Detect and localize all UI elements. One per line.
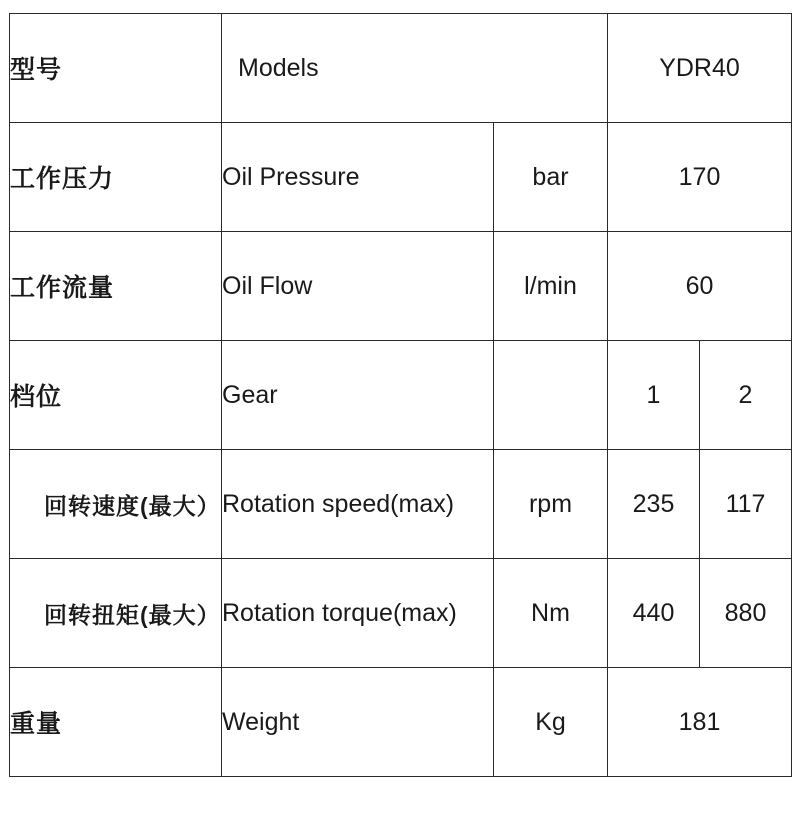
row-value: 117 <box>700 450 792 559</box>
row-label-cn: 重量 <box>10 668 222 777</box>
row-label-en: Oil Pressure <box>222 123 494 232</box>
row-label-en: Rotation torque(max) <box>222 559 494 668</box>
row-unit: Nm <box>494 559 608 668</box>
table-row <box>10 341 792 450</box>
row-value: 2 <box>700 341 792 450</box>
row-unit: Kg <box>494 668 608 777</box>
row-value: 880 <box>700 559 792 668</box>
row-value: 60 <box>608 232 792 341</box>
table-row <box>10 559 792 668</box>
spec-sheet <box>0 13 800 813</box>
row-label-en: Oil Flow <box>222 232 494 341</box>
row-label-en: Models <box>222 14 608 123</box>
row-label-en: Gear <box>222 341 494 450</box>
row-value: 170 <box>608 123 792 232</box>
row-value: YDR40 <box>608 14 792 123</box>
table-row <box>10 232 792 341</box>
row-value: 181 <box>608 668 792 777</box>
row-value: 235 <box>608 450 700 559</box>
row-unit <box>494 341 608 450</box>
row-unit: rpm <box>494 450 608 559</box>
row-label-cn: 型号 <box>10 14 222 123</box>
table-row <box>10 14 792 123</box>
row-label-cn: 工作流量 <box>10 232 222 341</box>
row-value: 440 <box>608 559 700 668</box>
row-label-cn: 档位 <box>10 341 222 450</box>
row-label-cn: 工作压力 <box>10 123 222 232</box>
row-unit: l/min <box>494 232 608 341</box>
row-unit: bar <box>494 123 608 232</box>
row-label-cn: 回转扭矩(最大） <box>10 559 222 668</box>
row-label-cn: 回转速度(最大） <box>10 450 222 559</box>
table-row <box>10 123 792 232</box>
row-label-en: Weight <box>222 668 494 777</box>
table-row <box>10 668 792 777</box>
specification-table <box>9 13 792 777</box>
row-label-en: Rotation speed(max) <box>222 450 494 559</box>
table-row <box>10 450 792 559</box>
row-value: 1 <box>608 341 700 450</box>
